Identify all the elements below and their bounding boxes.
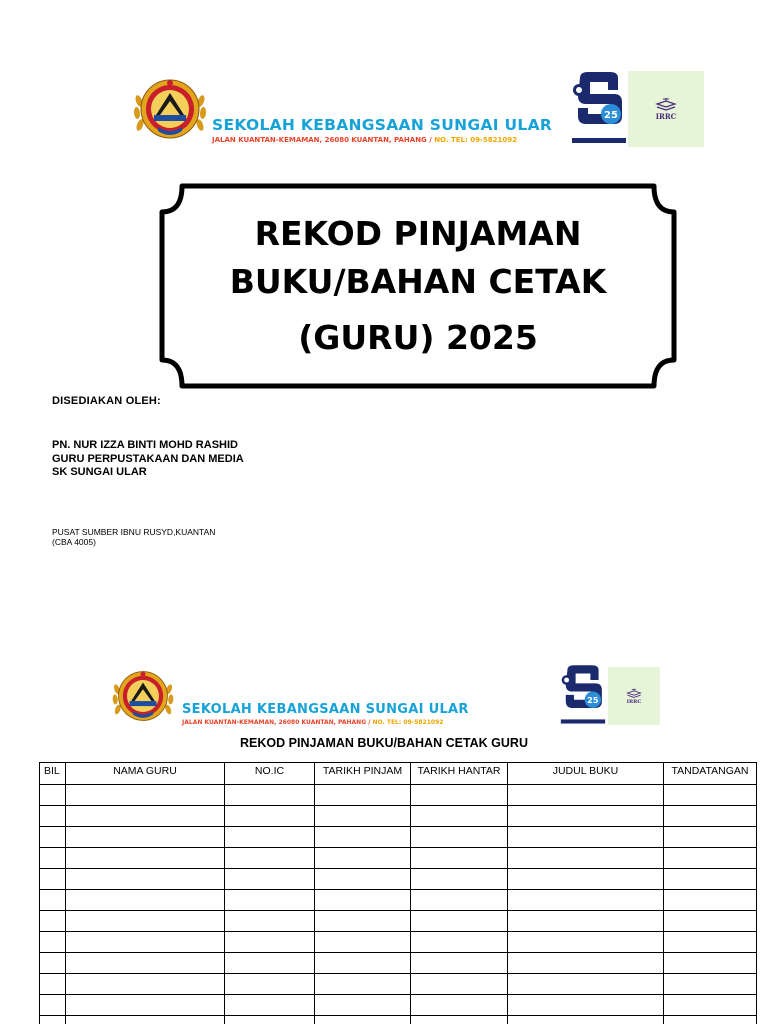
cell-tarikh-hantar[interactable] xyxy=(411,806,508,827)
table-row xyxy=(40,806,757,827)
table-row xyxy=(40,995,757,1016)
cell-tarikh-pinjam[interactable] xyxy=(315,890,411,911)
school-address xyxy=(182,719,558,726)
cell-tarikh-hantar[interactable] xyxy=(411,911,508,932)
kualiti-sekolah-logo xyxy=(570,68,628,150)
column-header-tandatangan: TANDATANGAN xyxy=(664,763,757,785)
resource-center-code: (CBA 4005) xyxy=(52,537,96,547)
cover-title-line-1: REKOD PINJAMAN xyxy=(254,214,582,253)
table-row xyxy=(40,1016,757,1024)
cell-tandatangan[interactable] xyxy=(664,995,757,1016)
cell-nama-guru[interactable] xyxy=(66,785,225,806)
cell-nama-guru[interactable] xyxy=(66,848,225,869)
cell-bil[interactable] xyxy=(40,827,66,848)
cell-judul-buku[interactable] xyxy=(508,932,664,953)
cell-bil[interactable] xyxy=(40,932,66,953)
address-text: JALAN KUANTAN-KEMAMAN, 26080 KUANTAN, PAHANG / xyxy=(182,718,371,726)
address-text: JALAN KUANTAN-KEMAMAN, 26080 KUANTAN, PAHANG / xyxy=(212,135,432,144)
school-identity xyxy=(208,75,570,144)
cell-bil[interactable] xyxy=(40,1016,66,1024)
cell-no-ic[interactable] xyxy=(225,911,315,932)
cell-judul-buku[interactable] xyxy=(508,911,664,932)
cell-judul-buku[interactable] xyxy=(508,848,664,869)
cell-no-ic[interactable] xyxy=(225,974,315,995)
cell-no-ic[interactable] xyxy=(225,890,315,911)
cell-bil[interactable] xyxy=(40,911,66,932)
table-row xyxy=(40,869,757,890)
column-header-tarikh-hantar: TARIKH HANTAR xyxy=(411,763,508,785)
resource-center-name: PUSAT SUMBER IBNU RUSYD,KUANTAN xyxy=(52,527,216,537)
cell-tandatangan[interactable] xyxy=(664,785,757,806)
cover-title-line-3: (GURU) 2025 xyxy=(298,318,538,357)
cell-tarikh-hantar[interactable] xyxy=(411,932,508,953)
cell-tarikh-hantar[interactable] xyxy=(411,1016,508,1024)
cell-tarikh-pinjam[interactable] xyxy=(315,827,411,848)
table-row xyxy=(40,911,757,932)
cell-judul-buku[interactable] xyxy=(508,974,664,995)
column-header-judul-buku: JUDUL BUKU xyxy=(508,763,664,785)
cell-tandatangan[interactable] xyxy=(664,827,757,848)
irrc-label: IRRC xyxy=(655,112,677,121)
cell-judul-buku[interactable] xyxy=(508,890,664,911)
school-name: SEKOLAH KEBANGSAAN SUNGAI ULAR xyxy=(212,115,553,134)
table-row xyxy=(40,932,757,953)
cell-tarikh-hantar[interactable] xyxy=(411,953,508,974)
cell-tarikh-pinjam[interactable] xyxy=(315,848,411,869)
cell-no-ic[interactable] xyxy=(225,932,315,953)
preparer-school: SK SUNGAI ULAR xyxy=(52,466,147,478)
column-header-bil: BIL xyxy=(40,763,66,785)
cell-tarikh-pinjam[interactable] xyxy=(315,1016,411,1024)
cell-tarikh-hantar[interactable] xyxy=(411,869,508,890)
cell-bil[interactable] xyxy=(40,785,66,806)
ks-logo-number: 25 xyxy=(587,695,599,706)
cell-tandatangan[interactable] xyxy=(664,848,757,869)
cell-no-ic[interactable] xyxy=(225,848,315,869)
cell-nama-guru[interactable] xyxy=(66,995,225,1016)
table-row xyxy=(40,848,757,869)
cell-tarikh-pinjam[interactable] xyxy=(315,869,411,890)
cell-nama-guru[interactable] xyxy=(66,827,225,848)
irrc-logo xyxy=(608,667,660,725)
school-name-jawi xyxy=(212,75,570,115)
cell-nama-guru[interactable] xyxy=(66,932,225,953)
table-row xyxy=(40,785,757,806)
column-header-no-ic: NO.IC xyxy=(225,763,315,785)
ks-logo-number: 25 xyxy=(604,110,618,121)
school-name: SEKOLAH KEBANGSAAN SUNGAI ULAR xyxy=(182,701,469,717)
cell-tarikh-hantar[interactable] xyxy=(411,785,508,806)
cell-nama-guru[interactable] xyxy=(66,1016,225,1024)
table-row xyxy=(40,974,757,995)
cell-tarikh-hantar[interactable] xyxy=(411,827,508,848)
cell-nama-guru[interactable] xyxy=(66,890,225,911)
cell-bil[interactable] xyxy=(40,890,66,911)
cell-tarikh-hantar[interactable] xyxy=(411,890,508,911)
school-crest-logo xyxy=(132,71,208,147)
cell-nama-guru[interactable] xyxy=(66,953,225,974)
cell-tandatangan[interactable] xyxy=(664,869,757,890)
cell-bil[interactable] xyxy=(40,869,66,890)
table-body xyxy=(40,785,757,1024)
kualiti-sekolah-logo xyxy=(558,662,608,730)
cell-tarikh-pinjam[interactable] xyxy=(315,995,411,1016)
cell-no-ic[interactable] xyxy=(225,1016,315,1024)
cell-tandatangan[interactable] xyxy=(664,806,757,827)
cell-judul-buku[interactable] xyxy=(508,785,664,806)
cell-judul-buku[interactable] xyxy=(508,995,664,1016)
school-header xyxy=(132,70,704,148)
cell-tarikh-pinjam[interactable] xyxy=(315,953,411,974)
cell-no-ic[interactable] xyxy=(225,827,315,848)
school-header-page-2 xyxy=(108,664,660,728)
school-address xyxy=(212,136,570,144)
cell-tarikh-pinjam[interactable] xyxy=(315,911,411,932)
cover-title-line-2: BUKU/BAHAN CETAK xyxy=(229,262,607,301)
cell-judul-buku[interactable] xyxy=(508,1016,664,1024)
school-name-jawi xyxy=(182,667,558,701)
school-identity xyxy=(178,667,558,726)
school-crest-logo xyxy=(108,664,178,728)
cell-no-ic[interactable] xyxy=(225,953,315,974)
cell-judul-buku[interactable] xyxy=(508,953,664,974)
cell-tarikh-pinjam[interactable] xyxy=(315,974,411,995)
cell-tarikh-pinjam[interactable] xyxy=(315,932,411,953)
table-header-row xyxy=(40,763,757,785)
book-stack-icon xyxy=(626,687,642,699)
cell-judul-buku[interactable] xyxy=(508,806,664,827)
cell-tarikh-hantar[interactable] xyxy=(411,974,508,995)
book-stack-icon xyxy=(655,96,677,112)
cell-no-ic[interactable] xyxy=(225,995,315,1016)
table-row xyxy=(40,827,757,848)
cell-tarikh-hantar[interactable] xyxy=(411,848,508,869)
resource-center xyxy=(52,527,215,547)
irrc-label: IRRC xyxy=(626,698,642,705)
cell-nama-guru[interactable] xyxy=(66,974,225,995)
cell-bil[interactable] xyxy=(40,806,66,827)
prepared-by-label: DISEDIAKAN OLEH: xyxy=(52,395,161,407)
phone-number: NO. TEL: 09-5821092 xyxy=(434,135,517,144)
cell-tandatangan[interactable] xyxy=(664,932,757,953)
table-title: REKOD PINJAMAN BUKU/BAHAN CETAK GURU xyxy=(240,736,528,750)
loan-record-table xyxy=(39,762,757,1024)
cell-nama-guru[interactable] xyxy=(66,806,225,827)
cell-tandatangan[interactable] xyxy=(664,1016,757,1024)
cell-tandatangan[interactable] xyxy=(664,911,757,932)
table-row xyxy=(40,953,757,974)
cell-nama-guru[interactable] xyxy=(66,911,225,932)
cell-tandatangan[interactable] xyxy=(664,890,757,911)
cell-bil[interactable] xyxy=(40,953,66,974)
column-header-nama-guru: NAMA GURU xyxy=(66,763,225,785)
cell-no-ic[interactable] xyxy=(225,785,315,806)
phone-number: NO. TEL: 09-5821092 xyxy=(372,718,444,726)
cell-judul-buku[interactable] xyxy=(508,869,664,890)
irrc-logo xyxy=(628,71,704,147)
cell-bil[interactable] xyxy=(40,974,66,995)
table-row xyxy=(40,890,757,911)
cell-no-ic[interactable] xyxy=(225,806,315,827)
cell-tandatangan[interactable] xyxy=(664,974,757,995)
cell-bil[interactable] xyxy=(40,995,66,1016)
preparer-position: GURU PERPUSTAKAAN DAN MEDIA xyxy=(52,452,244,465)
cell-no-ic[interactable] xyxy=(225,869,315,890)
cover-title-frame xyxy=(156,180,680,392)
cell-tarikh-pinjam[interactable] xyxy=(315,785,411,806)
cell-judul-buku[interactable] xyxy=(508,827,664,848)
preparer-name: PN. NUR IZZA BINTI MOHD RASHID xyxy=(52,439,238,451)
cell-tarikh-pinjam[interactable] xyxy=(315,806,411,827)
cover-title xyxy=(156,180,680,392)
cell-tandatangan[interactable] xyxy=(664,953,757,974)
cell-tarikh-hantar[interactable] xyxy=(411,995,508,1016)
cell-nama-guru[interactable] xyxy=(66,869,225,890)
preparer-details xyxy=(52,439,244,480)
column-header-tarikh-pinjam: TARIKH PINJAM xyxy=(315,763,411,785)
cell-bil[interactable] xyxy=(40,848,66,869)
